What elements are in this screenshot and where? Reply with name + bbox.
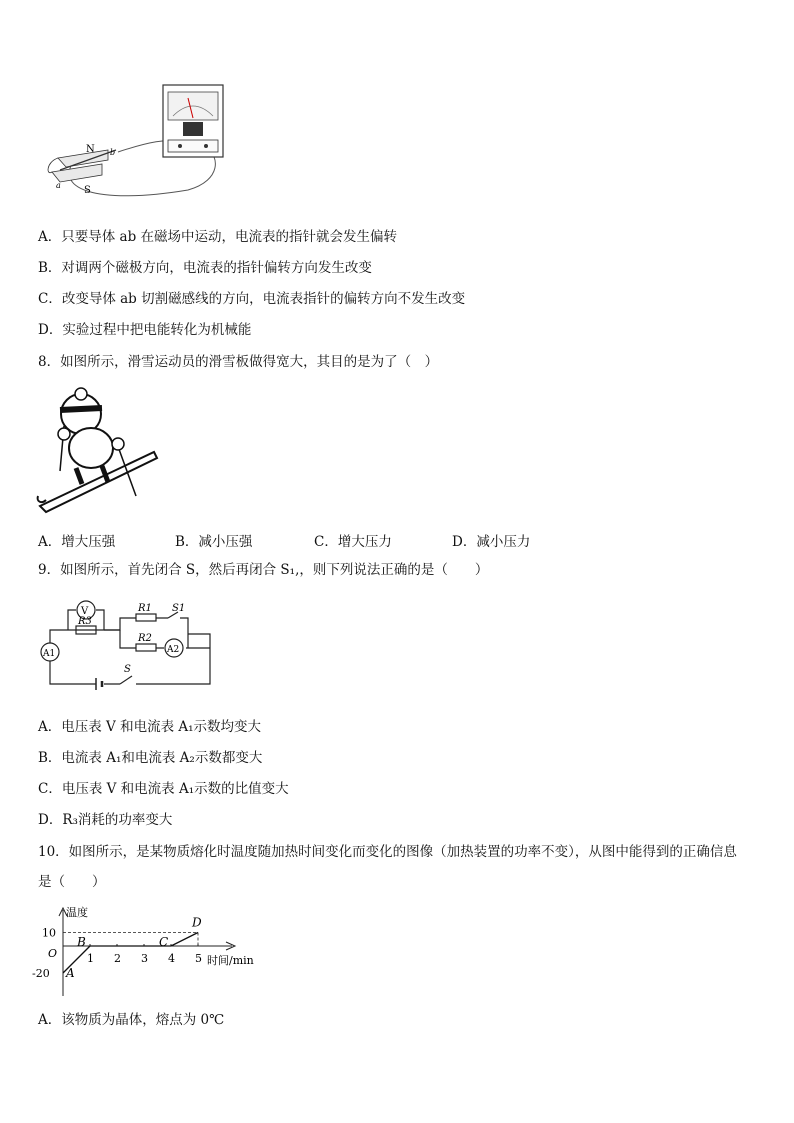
q9-stem: 9．如图所示，首先闭合 S，然后再闭合 S₁,，则下列说法正确的是（ ） bbox=[38, 562, 489, 578]
series-segment bbox=[171, 933, 198, 947]
point-label: D bbox=[192, 915, 202, 930]
r1-label: R1 bbox=[138, 603, 152, 614]
magnet-north-label: N bbox=[86, 144, 95, 155]
melting-chart bbox=[30, 902, 270, 998]
skier-figure bbox=[36, 386, 161, 516]
magnet-south-label: S bbox=[84, 185, 91, 196]
circuit-figure bbox=[38, 596, 218, 691]
q8-option-d: D．减小压力 bbox=[452, 534, 531, 550]
q9-option-b: B．电流表 A₁和电流表 A₂示数都变大 bbox=[38, 750, 263, 766]
point-label: C bbox=[159, 935, 169, 949]
q7-option-b: B．对调两个磁极方向，电流表的指针偏转方向发生改变 bbox=[38, 260, 372, 276]
q8-option-b: B．减小压强 bbox=[175, 534, 253, 550]
q9-option-a: A．电压表 V 和电流表 A₁示数均变大 bbox=[38, 719, 262, 735]
x-tick-label: 5 bbox=[195, 952, 202, 965]
point-label: B bbox=[77, 935, 86, 949]
x-tick-label: 3 bbox=[141, 952, 148, 965]
x-axis-label: 时间/min bbox=[207, 954, 254, 967]
q10-stem-line2: 是（ ） bbox=[38, 874, 106, 890]
y-tick-label: 10 bbox=[42, 926, 56, 940]
r2-label: R2 bbox=[138, 633, 152, 644]
q7-option-d: D．实验过程中把电能转化为机械能 bbox=[38, 322, 252, 338]
voltmeter-label: V bbox=[81, 606, 89, 617]
a2-label: A2 bbox=[167, 645, 180, 655]
x-tick-label: 1 bbox=[87, 952, 94, 965]
induction-experiment-figure bbox=[38, 80, 238, 205]
y-tick-label: -20 bbox=[32, 967, 50, 980]
s1-label: S1 bbox=[172, 603, 186, 614]
q8-stem: 8．如图所示，滑雪运动员的滑雪板做得宽大，其目的是为了（ ） bbox=[38, 354, 439, 370]
q8-option-a: A．增大压强 bbox=[38, 534, 116, 550]
q7-option-a: A．只要导体 ab 在磁场中运动，电流表的指针就会发生偏转 bbox=[38, 229, 398, 245]
q8-option-c: C．增大压力 bbox=[314, 534, 392, 550]
q10-stem-line1: 10．如图所示，是某物质熔化时温度随加热时间变化而变化的图像（加热装置的功率不变），从图中能得到的正确信息 bbox=[38, 844, 737, 860]
q7-option-c: C．改变导体 ab 切割磁感线的方向，电流表指针的偏转方向不发生改变 bbox=[38, 291, 466, 307]
conductor-end-b: b bbox=[110, 148, 116, 157]
y-axis-label: 温度 bbox=[66, 906, 88, 919]
x-tick-label: 4 bbox=[168, 952, 175, 965]
q10-option-a: A．该物质为晶体，熔点为 0℃ bbox=[38, 1012, 225, 1028]
s-label: S bbox=[124, 664, 131, 675]
x-tick-label: 2 bbox=[114, 952, 121, 965]
origin-label: O bbox=[48, 947, 58, 960]
a1-label: A1 bbox=[43, 649, 56, 659]
q9-option-c: C．电压表 V 和电流表 A₁示数的比值变大 bbox=[38, 781, 289, 797]
q9-option-d: D．R₃消耗的功率变大 bbox=[38, 812, 173, 828]
r3-label: R3 bbox=[78, 616, 92, 627]
point-label: A bbox=[66, 966, 75, 980]
conductor-end-a: a bbox=[56, 181, 61, 190]
